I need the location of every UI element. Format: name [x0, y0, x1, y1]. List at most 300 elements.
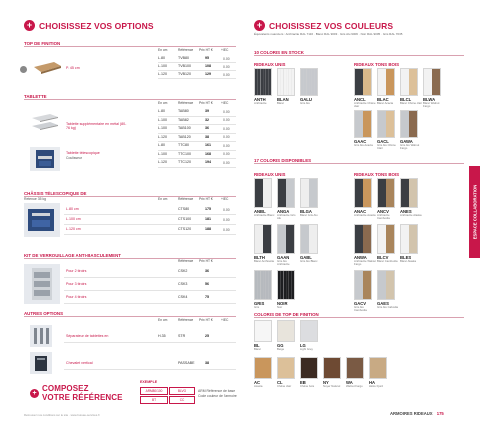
swatch-name: Anthracite Chêne clair: [354, 101, 376, 109]
col-header-price: Prix HT €: [199, 48, 213, 52]
cell-ref: CTS120: [178, 227, 192, 231]
swatch-code: BLAC: [377, 97, 389, 102]
swatch-name: Gris Alu Walnut Fargo: [400, 143, 420, 151]
cell-iec: 0.00: [223, 135, 230, 139]
color-swatch-blga: [300, 178, 322, 217]
swatch-sample: [323, 357, 341, 379]
swatch-sample: [277, 178, 295, 208]
swatch-sample: [354, 224, 372, 254]
chassis-table: [64, 205, 236, 235]
compose-box: BT: [140, 396, 168, 404]
swatch-code: WA: [346, 380, 353, 385]
cell-size: L.80: [158, 56, 165, 60]
cell-iec: 0.00: [223, 126, 230, 131]
legend-line: ARM Référence de base: [198, 389, 236, 393]
table-row: [64, 225, 236, 235]
cell-ref: TAB100: [178, 126, 191, 130]
info-dot-icon: [20, 66, 27, 73]
cell-price: 38: [205, 134, 209, 139]
color-swatch-ancv: [377, 178, 399, 220]
col-header-price: Prix HT €: [199, 197, 213, 201]
top-colors-header: COLORIS DE TOP DE FINITION: [254, 312, 464, 318]
swatch-name: Blanc Gris Alu: [300, 213, 318, 217]
tablette-image: [30, 112, 60, 134]
cell-ref: TVB120: [178, 72, 191, 76]
swatch-sample: [277, 357, 295, 379]
table-row: [64, 291, 236, 304]
color-swatch-gris: [254, 270, 276, 309]
swatch-code: GAAC: [354, 139, 367, 144]
swatch-name: Acacia: [254, 384, 263, 388]
cell-price: 39: [205, 109, 209, 113]
swatch-name: Anthracite Alaska: [400, 213, 422, 217]
table-row: [158, 71, 236, 79]
tablette-desc: Tablette supplémentaire en métal (80-76 kg): [66, 122, 127, 131]
section-tablette: TABLETTE: [24, 94, 236, 100]
swatch-name: Anthracite Acacia: [354, 213, 376, 217]
color-swatch-ac: [254, 357, 276, 388]
table-row: [158, 63, 236, 71]
swatch-sample: [277, 68, 295, 96]
color-swatch-gabl: [300, 224, 322, 263]
tablette-telescopique-desc: Tablette télescopique: [66, 151, 100, 155]
cell-ref: CSK4: [178, 294, 188, 299]
compose-title: [42, 384, 123, 402]
footer-right: [390, 411, 444, 416]
swatch-code: BLGA: [300, 209, 312, 214]
swatch-sample: [377, 224, 395, 254]
cell-size: L.120: [158, 72, 167, 76]
col-header-price: Prix HT €: [199, 318, 213, 322]
swatch-sample: [254, 68, 272, 96]
page-number: 175: [436, 411, 444, 416]
plus-icon: +: [254, 20, 265, 31]
cell-size: L.100: [158, 151, 167, 156]
swatch-name: Anthracite Cambodia: [377, 213, 390, 221]
table-row: [64, 215, 236, 225]
table-row: [158, 159, 236, 168]
swatch-code: NOIR: [277, 301, 288, 306]
swatch-sample: [423, 68, 441, 96]
color-swatch-gawa: [400, 110, 422, 150]
right-title: CHOISISSEZ VOS COULEURS: [269, 20, 394, 31]
swatch-code: GABL: [300, 255, 312, 260]
stock-header: 10 COLORIS EN STOCK: [254, 50, 464, 56]
swatch-name: Blanc Anthracite: [254, 259, 275, 263]
compose-box: ARM80/100: [140, 387, 168, 395]
swatch-sample: [400, 68, 418, 96]
swatch-name: Hêtre Fjord: [369, 384, 383, 388]
swatch-sample: [277, 224, 295, 254]
cell-iec: 0.00: [223, 217, 230, 222]
swatch-sample: [354, 178, 372, 208]
swatch-sample: [354, 68, 372, 96]
table-row: [64, 205, 236, 215]
table-row: [64, 265, 236, 278]
swatch-name: Noir: [277, 305, 283, 309]
cell-ref: PASSABE: [178, 360, 195, 365]
col-header-cm: En cm: [158, 318, 168, 322]
swatch-code: AC: [254, 380, 261, 385]
cell-size: L.100: [158, 117, 167, 122]
swatch-sample: [277, 270, 295, 300]
cell-ref: CSK2: [178, 268, 188, 273]
swatch-name: Gris Alu Blanc: [300, 259, 318, 263]
color-swatch-anac: [354, 178, 376, 217]
color-swatch-gaan: [277, 224, 299, 266]
cell-price: 36: [205, 126, 209, 130]
cell-iec: 0.00: [223, 64, 230, 69]
cell-size: H.35: [158, 333, 166, 338]
cell-price: 161: [205, 143, 211, 147]
autres-table: [64, 330, 236, 370]
right-header: [254, 20, 393, 31]
chevalet-image: [30, 352, 52, 374]
swatch-sample: [277, 320, 295, 342]
cell-price: 36: [205, 268, 209, 273]
color-swatch-anth: [254, 68, 276, 105]
cell-size: L.80: [158, 109, 165, 113]
swatch-name: Noyer Naturel: [323, 384, 341, 388]
cell-price: 168: [205, 151, 211, 156]
swatch-sample: [254, 320, 272, 342]
swatch-code: GG: [277, 343, 284, 348]
swatch-code: BLES: [400, 255, 412, 260]
plus-icon: +: [30, 389, 39, 398]
swatch-sample: [400, 224, 418, 254]
table-row: [158, 125, 236, 134]
swatch-code: BLTH: [254, 255, 265, 260]
color-swatch-noir: [277, 270, 299, 309]
left-title: CHOISISSEZ VOS OPTIONS: [39, 20, 154, 31]
swatch-name: Gris Alu: [300, 101, 310, 105]
footer-left: Retrouvez nos conditions sur le site · www.bureau-services.fr: [24, 413, 100, 417]
color-swatch-blcv: [377, 224, 399, 263]
swatch-name: Anthracite Blanc: [254, 213, 275, 217]
table-row: [158, 151, 236, 160]
swatch-name: Gris Alu Anthracite: [277, 259, 290, 267]
cell-iec: 0.00: [223, 207, 230, 212]
swatch-sample: [254, 357, 272, 379]
cell-ref: TTC100: [178, 151, 191, 156]
swatch-name: Gris Alu Cabodia: [377, 305, 398, 309]
cell-iec: 0.00: [223, 227, 230, 232]
swatch-name: Gris: [254, 305, 260, 309]
legend-line: Code couleur de l'armoire: [198, 393, 237, 398]
color-swatch-gaac: [354, 110, 376, 147]
color-swatch-blwa: [423, 68, 445, 108]
swatch-code: GACL: [377, 139, 389, 144]
swatch-name: Blanc: [254, 347, 261, 351]
swatch-code: NY: [323, 380, 329, 385]
cell-ref: TAB120: [178, 134, 191, 139]
table-row: [158, 142, 236, 151]
cell-iec: 0.00: [223, 56, 230, 61]
color-swatch-galu: [300, 68, 322, 105]
swatch-sample: [300, 178, 318, 208]
tablette-table: [158, 108, 236, 168]
stock-unis-label: RIDEAUX UNIS: [254, 62, 286, 67]
side-tab: [469, 166, 480, 258]
color-swatch-blcl: [400, 68, 422, 105]
top-finition-image: [32, 58, 62, 76]
color-swatch-bles: [400, 224, 422, 263]
cell-iec: 0.00: [223, 72, 230, 77]
side-tab-label: ESPACE COLLABORATION: [472, 184, 477, 240]
cell-label: Pour 3 tiroirs: [66, 281, 87, 286]
swatch-sample: [300, 320, 318, 342]
swatch-sample: [377, 68, 395, 96]
cell-price: 129: [205, 72, 211, 76]
color-swatch-ha: [369, 357, 391, 388]
table-row: [158, 55, 236, 63]
cell-size: L.120 cm: [66, 227, 81, 231]
color-swatch-anes: [400, 178, 422, 217]
right-subtitle: Équivalents nuanciers : Anthracite RAL 7116 · Blanc RAL 9003 · Gris Alu 9006 · Noir RAL 9005 · Gris RAL 7035: [254, 32, 403, 36]
cell-size: L.120: [158, 134, 167, 139]
cell-price: 32: [205, 117, 209, 122]
swatch-name: Gris Alu Cambodia: [354, 305, 367, 313]
color-swatch-ny: [323, 357, 345, 388]
swatch-code: BLCL: [400, 97, 412, 102]
color-swatch-anbl: [254, 178, 276, 217]
swatch-code: GRIS: [254, 301, 265, 306]
swatch-code: BLWA: [423, 97, 436, 102]
swatch-sample: [354, 110, 372, 138]
cell-price: 175: [205, 207, 211, 211]
cell-iec: 0.00: [223, 109, 230, 114]
col-header-iec: +IEC: [221, 101, 229, 105]
col-header-iec: +IEC: [221, 48, 229, 52]
col-header-ref: Référence: [178, 259, 194, 263]
separateur-image: [30, 325, 52, 347]
section-top-finition: TOP DE FINITION: [24, 41, 236, 47]
compose-box: BLVO: [169, 387, 195, 395]
swatch-code: EB: [300, 380, 306, 385]
cell-size: L.80 cm: [66, 207, 79, 211]
cell-iec: 0.00: [223, 160, 230, 165]
col-header-ref: Référence: [178, 101, 194, 105]
compose-title-1: COMPOSEZ: [42, 384, 89, 393]
cell-price: 75: [205, 294, 209, 299]
swatch-sample: [400, 110, 418, 138]
cell-label: Pour 4 tiroirs: [66, 294, 87, 299]
compose-box: CC: [169, 396, 195, 404]
table-row: [64, 357, 236, 370]
cell-iec: 0.00: [223, 118, 230, 122]
cell-price: 25: [205, 333, 209, 338]
swatch-code: GACV: [354, 301, 367, 306]
cell-price: 181: [205, 217, 211, 221]
swatch-code: ANGA: [277, 209, 290, 214]
color-swatch-eb: [300, 357, 322, 388]
swatch-name: Blanc Chêne clair: [400, 101, 422, 105]
kit-image: [24, 264, 60, 304]
swatch-name: Blanc: [277, 101, 284, 105]
swatch-sample: [300, 357, 318, 379]
swatch-code: GAWA: [400, 139, 413, 144]
section-chassis: CHÂSSIS TÉLESCOPIQUE DE: [24, 191, 236, 197]
swatch-code: CL: [277, 380, 283, 385]
swatch-name: Blanc Acacia: [377, 101, 394, 105]
section-autres-options: AUTRES OPTIONS: [24, 311, 236, 317]
color-swatch-blth: [254, 224, 276, 263]
cell-size: L.100: [158, 64, 167, 68]
compose-legend: [198, 389, 237, 398]
cell-size: L.100 cm: [66, 217, 81, 221]
swatch-name: Blanc Cambodia: [377, 259, 398, 263]
cell-ref: TVB100: [178, 64, 191, 68]
swatch-sample: [300, 68, 318, 96]
col-header-cm: En cm: [158, 197, 168, 201]
col-header-price: Prix HT €: [199, 101, 213, 105]
table-row: [64, 278, 236, 291]
col-header-price: Prix HT €: [199, 259, 213, 263]
col-header-ref: Référence: [178, 318, 194, 322]
swatch-sample: [254, 270, 272, 300]
top-finition-table: [158, 55, 236, 79]
swatch-code: GALU: [300, 97, 312, 102]
color-swatch-ancl: [354, 68, 376, 108]
swatch-code: ANES: [400, 209, 412, 214]
cell-ref: CTS80: [178, 207, 190, 211]
cell-size: L.120: [158, 160, 167, 164]
swatch-name: Blanc Walnut Fargo: [423, 101, 440, 109]
color-swatch-bl: [254, 320, 276, 351]
color-swatch-lg: [300, 320, 322, 351]
swatch-name: Blanc Alaska: [400, 259, 417, 263]
swatch-code: ANTH: [254, 97, 266, 102]
swatch-name: Chêne bois: [300, 384, 315, 388]
color-swatch-wa: [346, 357, 368, 388]
color-swatch-gacl: [377, 110, 399, 150]
cell-size: L.100: [158, 126, 167, 130]
example-label: EXEMPLE: [140, 380, 158, 384]
left-header: [24, 20, 154, 31]
cell-price: 194: [205, 160, 211, 164]
cell-ref: CSK3: [178, 281, 188, 286]
color-swatch-cl: [277, 357, 299, 388]
color-swatch-gaes: [377, 270, 399, 309]
swatch-code: HA: [369, 380, 376, 385]
cell-iec: 0.00: [223, 152, 230, 156]
table-row: [64, 330, 236, 343]
col-header-ref: Référence: [178, 48, 194, 52]
cell-iec: 0.00: [223, 143, 230, 148]
cell-price: 95: [205, 56, 209, 60]
col-header-cm: En cm: [158, 48, 168, 52]
swatch-name: Light Grey: [300, 347, 313, 351]
swatch-code: ANCV: [377, 209, 389, 214]
color-swatch-gacv: [354, 270, 376, 312]
swatch-code: ANCL: [354, 97, 366, 102]
table-row: [158, 117, 236, 126]
plus-icon: +: [24, 20, 35, 31]
chassis-image: [24, 203, 60, 237]
avail-unis-label: RIDEAUX UNIS: [254, 172, 286, 177]
swatch-code: LG: [300, 343, 306, 348]
cell-ref: CTS100: [178, 217, 192, 221]
color-swatch-anga: [277, 178, 299, 220]
chassis-sub: Retenue 35 kg: [24, 197, 47, 201]
swatch-name: Gris Alu Acacia: [354, 143, 373, 147]
swatch-sample: [377, 270, 395, 300]
col-header-iec: +IEC: [221, 197, 229, 201]
swatch-code: ANWA: [354, 255, 367, 260]
col-header-iec: +IEC: [221, 318, 229, 322]
tablette-coulisseur-desc: Coulisseur: [66, 156, 83, 160]
cell-price: 38: [205, 360, 209, 365]
swatch-name: Walnut Fargo: [346, 384, 363, 388]
stock-bois-label: RIDEAUX TONS BOIS: [354, 62, 400, 67]
swatch-sample: [254, 224, 272, 254]
cell-ref: TAB82: [178, 117, 189, 122]
color-swatch-gg: [277, 320, 299, 351]
swatch-sample: [377, 110, 395, 138]
color-swatch-blac: [377, 68, 399, 105]
swatch-sample: [346, 357, 364, 379]
cell-ref: STR: [178, 333, 186, 338]
swatch-name: Chêne clair: [277, 384, 292, 388]
swatch-sample: [400, 178, 418, 208]
tablette-telescopique-image: [30, 147, 60, 171]
cell-ref: TTC80: [178, 143, 189, 147]
section-kit-verrouillage: KIT DE VERROUILLAGE ANTI-BASCULEMENT: [24, 253, 236, 259]
color-swatch-blan: [277, 68, 299, 105]
compose-title-2: VOTRE RÉFÉRENCE: [42, 393, 123, 402]
cell-price: 188: [205, 227, 211, 231]
avail-header: 17 COLORIS DISPONIBLES: [254, 158, 464, 164]
swatch-sample: [300, 224, 318, 254]
cell-ref: TAB80: [178, 109, 189, 113]
swatch-code: BL: [254, 343, 260, 348]
cell-price: 108: [205, 64, 211, 68]
cell-ref: TTC120: [178, 160, 191, 164]
swatch-code: ANBL: [254, 209, 266, 214]
cell-size: L.80: [158, 143, 165, 147]
col-header-cm: En cm: [158, 101, 168, 105]
swatch-sample: [354, 270, 372, 300]
swatch-name: Gris Alu Chêne Clair: [377, 143, 396, 151]
swatch-code: GAES: [377, 301, 389, 306]
cell-price: 56: [205, 281, 209, 286]
table-row: [158, 108, 236, 117]
swatch-name: Anthracite Gris Alu: [277, 213, 296, 221]
footer-section-label: ARMOIRES RIDEAUX: [390, 411, 433, 416]
avail-bois-label: RIDEAUX TONS BOIS: [354, 172, 400, 177]
compose-boxes: [140, 387, 194, 404]
swatch-sample: [377, 178, 395, 208]
swatch-sample: [369, 357, 387, 379]
swatch-code: BLAN: [277, 97, 289, 102]
swatch-name: Anthracite: [254, 101, 267, 105]
swatch-code: GAAN: [277, 255, 290, 260]
top-finition-desc: P. 45 cm: [66, 66, 80, 70]
cell-label: Pour 2 tiroirs: [66, 268, 87, 273]
cell-label: Séparateur de tablettes en: [66, 333, 109, 338]
swatch-name: Anthracite Walnut Fargo: [354, 259, 376, 267]
color-swatch-anwa: [354, 224, 376, 266]
cell-ref: TVB80: [178, 56, 189, 60]
swatch-name: Beige: [277, 347, 285, 351]
cell-label: Chevalet vertical: [66, 360, 93, 365]
swatch-code: ANAC: [354, 209, 367, 214]
table-row: [158, 134, 236, 143]
col-header-ref: Référence: [178, 197, 194, 201]
swatch-code: BLCV: [377, 255, 389, 260]
kit-table: [64, 265, 236, 304]
swatch-sample: [254, 178, 272, 208]
